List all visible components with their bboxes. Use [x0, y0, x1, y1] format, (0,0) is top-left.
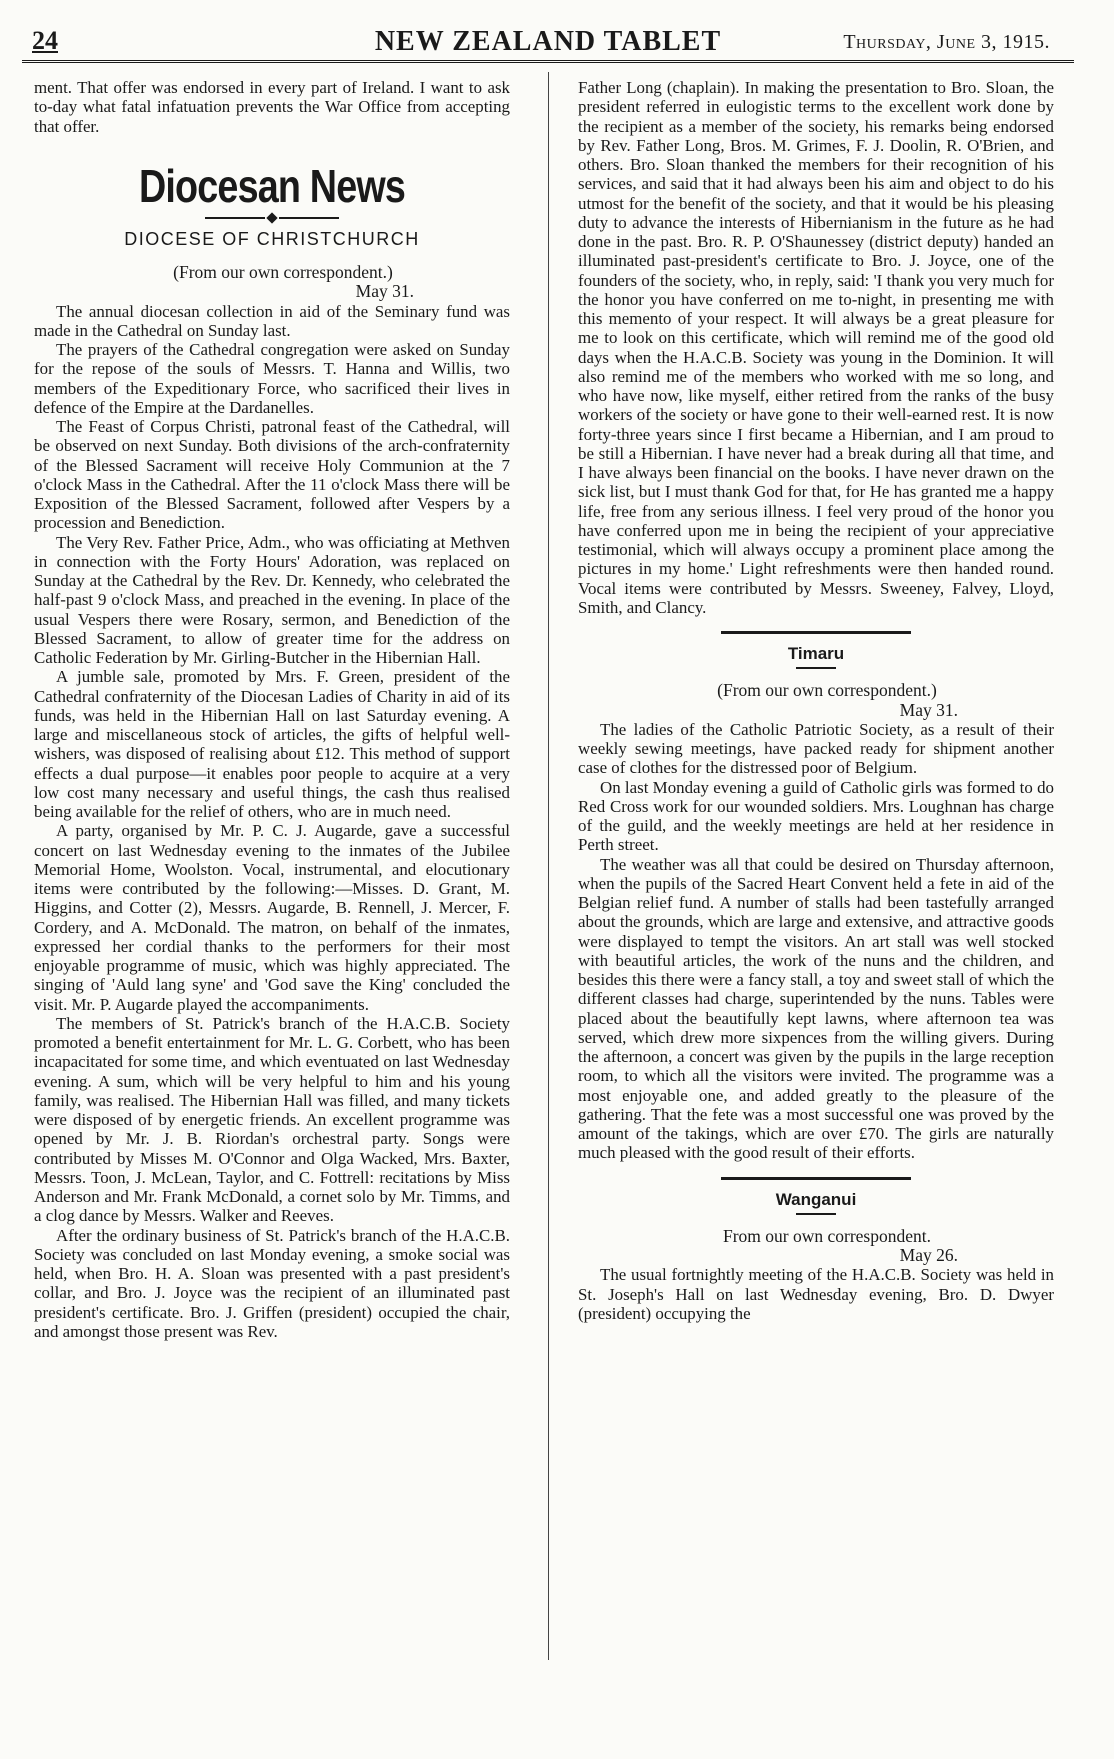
- wanganui-heading: Wanganui: [775, 1189, 857, 1209]
- article-paragraph: The usual fortnightly meeting of the H.A.C.B. Society was held in St. Joseph's Hall on last Wednesday evening, Bro. D. Dwyer (president) occupying the: [578, 1265, 1054, 1323]
- page-header: [22, 26, 1074, 63]
- section-rule: [721, 1177, 911, 1180]
- dateline: May 26.: [899, 1245, 958, 1265]
- article-paragraph: The ladies of the Catholic Patriotic Society, as a result of their weekly sewing meetings, have packed ready for shipment another case of clothes for the distressed poor of Belgium.: [578, 719, 1054, 778]
- article-paragraph: The members of St. Patrick's branch of the H.A.C.B. Society promoted a benefit entertainment for Mr. L. G. Corbett, who has been incapacitated for some time, and which eventuated on last Wednesday evening. A sum, which will be very helpful to him and his young family, was realised. The Hibernian Hall was filled, and many tickets were disposed of by energetic friends. An excellent programme was opened by Mr. J. B. Riordan's orchestral party. Songs were contributed by Misses M. O'Connor and Olga Wacked, Mrs. Baxter, Messrs. Toon, J. McLean, Taylor, and C. Fottrell: recitations by Miss Anderson and Mr. Frank McDonald, a cornet solo by Mr. Timms, and a clog dance by Messrs. Walker and Reeves.: [34, 1013, 510, 1226]
- right-column: [578, 78, 1054, 1749]
- dateline: May 31.: [355, 281, 414, 302]
- heading-underline: [796, 1213, 836, 1215]
- diocese-heading: DIOCESE OF CHRISTCHURCH: [124, 228, 420, 249]
- article-paragraph: The weather was all that could be desired on Thursday afternoon, when the pupils of the Sacred Heart Convent held a fete in aid of the Belgian relief fund. A number of stalls had been tastefully arranged about the grounds, which are large and extensive, and attractive goods were displayed to tempt the visitors. An art stall was well stocked with beautiful articles, the work of the nuns and the children, and besides this there were a fancy stall, a toy and sweet stall of which the different classes had charge, superintended by the nuns. Tables were placed about the beautifully kept lawns, where afternoon tea was served, which drew more sixpences from the willing givers. During the afternoon, a concert was given by the pupils in the large reception room, to which all the visitors were invited. The programme was a most enjoyable one, and added greatly to the pleasure of the gathering. That the fete was a most successful one was proved by the amount of the takings, which are over £70. The girls are naturally much pleased with the good result of their efforts.: [578, 854, 1054, 1163]
- ornament-divider: [34, 214, 510, 222]
- continuation-text: Father Long (chaplain). In making the presentation to Bro. Sloan, the president referred in eulogistic terms to the excellent work done by the recipient as a member of the society, his remarks being endorsed by Rev. Father Long, Bros. M. Grimes, F. J. Doolin, R. O'Brien, and others. Bro. Sloan thanked the members for their recognition of his services, and said that it had always been his aim and object to do his utmost for the benefit of the society, and that it would be his pleasing duty to advance the interests of Hibernianism in the future as he had done in the past. Bro. R. P. O'Shaunessey (district deputy) handed an illuminated past-president's certificate to Bro. J. Joyce, one of the founders of the society, who, in reply, said: 'I thank you very much for the honor you have conferred on me to-night, in presenting me with this memento of your respect. It will always be a great pleasure for me to look on this certificate, which will remind me of the good old days when the H.A.C.B. Society was young in the Dominion. It will also remind me of the members who worked with me so long, and who have now, like myself, either retired from the ranks of the busy workers of the society or have gone to their well-earned rest. It is now forty-three years since I first became a Hibernian, and I am proud to be still a Hibernian. I have never had a break during all that time, and I have always been financial on the books. I have never drawn on the sick list, but I must thank God for that, for He has granted me a happy life, free from any serious illness. I feel very proud of the honor you have conferred upon me in being the recipient of your appreciative testimonial, which will always occupy a prominent place among the pictures in my home.' Light refreshments were then handed round. Vocal items were contributed by Messrs. Sweeney, Falvey, Lloyd, Smith, and Clancy.: [578, 78, 1054, 617]
- article-paragraph: A party, organised by Mr. P. C. J. Augarde, gave a successful concert on last Wednesday evening to the inmates of the Jubilee Memorial Home, Woolston. Vocal, instrumental, and elocutionary items were contributed by the following:—Misses. D. Grant, M. Higgins, and Cotter (2), Messrs. Augarde, B. Rennell, J. Mercer, F. Cordery, and A. McDonald. The matron, on behalf of the inmates, expressed her cordial thanks to the performers for their most enjoyable programme of music, which was highly appreciated. The singing of 'Auld lang syne' and 'God save the King' concluded the visit. Mr. P. Augarde played the accompaniments.: [34, 821, 510, 1014]
- correspondent-line: (From our own correspondent.): [173, 262, 393, 282]
- article-paragraph: The annual diocesan collection in aid of the Seminary fund was made in the Cathedral on Sunday last.: [34, 301, 510, 340]
- article-paragraph: A jumble sale, promoted by Mrs. F. Green, president of the Cathedral confraternity of the Diocesan Ladies of Charity in aid of its funds, was held in the Hibernian Hall on last Saturday evening. A large and miscellaneous stock of articles, the gifts of helpful well-wishers, was disposed of realising about £12. This method of support effects a dual purpose—it enables poor people to acquire at a very low cost many necessary and useful things, the cash thus realised being available for the relief of others, who are in much need.: [34, 667, 510, 821]
- article-paragraph: On last Monday evening a guild of Catholic girls was formed to do Red Cross work for our wounded soldiers. Mrs. Loughnan has charge of the guild, and the weekly meetings are held at her residence in Perth street.: [578, 777, 1054, 855]
- issue-date: Thursday, June 3, 1915.: [843, 31, 1050, 53]
- article-paragraph: The Feast of Corpus Christi, patronal feast of the Cathedral, will be observed on next Sunday. Both divisions of the arch-confraternity of the Blessed Sacrament will receive Holy Communion at the 7 o'clock Mass in the Cathedral. After the 11 o'clock Mass there will be Exposition of the Blessed Sacrament, followed after Vespers by a procession and Benediction.: [34, 417, 510, 533]
- dateline: May 31.: [899, 699, 958, 720]
- newspaper-title: NEW ZEALAND TABLET: [374, 26, 722, 57]
- section-title: Diocesan News: [138, 159, 406, 212]
- correspondent-line: (From our own correspondent.): [717, 680, 937, 701]
- article-paragraph: After the ordinary business of St. Patrick's branch of the H.A.C.B. Society was concluded on last Monday evening, a smoke social was held, when Bro. H. A. Sloan was presented with a past president's collar, and Bro. J. Joyce was the recipient of an illuminated past president's certificate. Bro. J. Griffen (president) occupied the chair, and amongst those present was Rev.: [34, 1225, 510, 1341]
- timaru-heading: Timaru: [787, 644, 845, 663]
- heading-underline: [796, 667, 836, 669]
- section-rule: [721, 631, 911, 634]
- column-divider: [548, 72, 549, 1660]
- article-paragraph: The Very Rev. Father Price, Adm., who was officiating at Methven in connection with the Forty Hours' Adoration, was replaced on Sunday at the Cathedral by the Rev. Dr. Kennedy, who celebrated the half-past 9 o'clock Mass, and preached in the evening. In place of the usual Vespers there were Rosary, sermon, and Benediction of the Blessed Sacrament, to allow of greater time for the address on Catholic Federation by Mr. Girling-Butcher in the Hibernian Hall.: [34, 532, 510, 667]
- correspondent-line: From our own correspondent.: [722, 1225, 932, 1246]
- article-paragraph: The prayers of the Cathedral congregation were asked on Sunday for the repose of the souls of Messrs. T. Hanna and Willis, two members of the Expeditionary Force, who sacrificed their lives in defence of the Empire at the Dardanelles.: [34, 340, 510, 417]
- continuation-text: ment. That offer was endorsed in every part of Ireland. I want to ask to-day what fatal infatuation prevents the War Office from accepting that offer.: [34, 78, 510, 136]
- page-number: 24: [32, 26, 58, 55]
- left-column: [34, 78, 510, 1749]
